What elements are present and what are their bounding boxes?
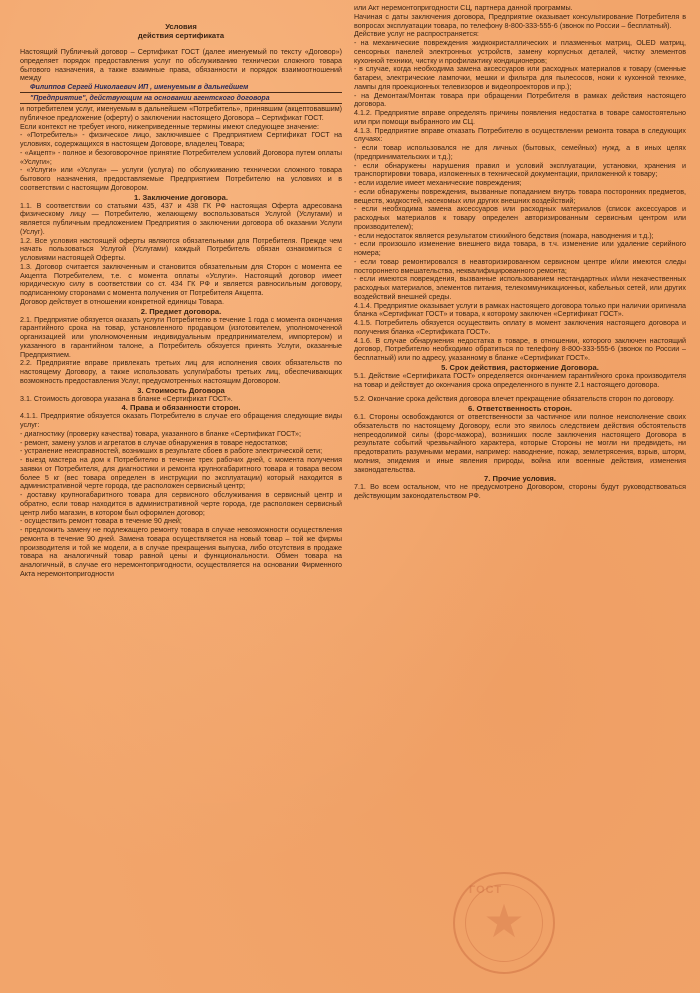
paragraph: - предложить замену не подлежащего ремонту товара в случае невозможности осуществления ремонта в течение 90 дней. Замена товара осуществляется на новый товар – той же фирмы производителя и той же модели, а в случае прекращения выпуска, либо отсутствия в продаже товара на аналогичный товар равной цены и функциональности. Обмен товара на аналогичный, в случае его неремонтопригодности, осуществляется на основании Фирменного Акта неремонтопригодности <box>20 526 342 578</box>
right-column <box>354 0 686 993</box>
left-column <box>20 0 342 993</box>
section-heading: 2. Предмет договора. <box>140 306 222 316</box>
document-title: Условия <box>165 22 197 31</box>
paragraph: - если обнаружены повреждения, вызванные попаданием внутрь товара посторонних предметов, веществ, жидкостей, насекомых или других внешних воздействий; <box>354 187 686 205</box>
paragraph: - диагностику (проверку качества) товара, указанного в бланке «Сертификат ГОСТ»; <box>20 429 301 438</box>
section-heading: 7. Прочие условия. <box>484 474 556 484</box>
section-heading: 6. Ответственность сторон. <box>468 404 572 413</box>
paragraph: 2.1. Предприятие обязуется оказать услуги Потребителю в течение 1 года с момента окончания гарантийного срока на товар, установленного продавцом (изготовителем, уполномоченной организацией или уполномоченным индивидуальным предпринимателем, импортером) и указанного в гарантийном талоне, а Потребитель обязуется принять Услуги, оказанные Предприятием. <box>20 315 342 359</box>
paragraph: - если обнаружены нарушения правил и условий эксплуатации, установки, хранения и транспортировки товара, изложенных в технической документации, приложенной к товару; <box>354 161 686 179</box>
paragraph: - если товар ремонтировался в неавторизированном сервисном центре и/или имеются следы постороннего вмешательства, неквалифицированного ремонта; <box>354 257 686 275</box>
paragraph: 1.3. Договор считается заключенным и становится обязательным для Сторон с момента ее Акцепта Потребителем, т.е. с момента оплаты «Услуги». Настоящий договор имеет юридическую силу в соответствии со ст. 434 ГК РФ и является равносильным договору, подписанному сторонами с момента получения от Потребителя Акцепта. <box>20 262 342 297</box>
paragraph: - доставку крупногабаритного товара для сервисного обслуживания в сервисный центр и обратно, если товар находится в административной черте города, где расположен сервисный центр либо магазин, в котором был оформлен договор; <box>20 491 342 517</box>
paragraph: - ремонт, замену узлов и агрегатов в случае обнаружения в товаре недостатков; <box>20 438 288 447</box>
paragraph: - в случае, когда необходима замена аксессуаров или расходных материалов к товару (сменные батареи, электрические лампочки, мешки и фильтра для пылесосов, ножи к кухонной технике, лампы для проекционных телевизоров и видеопроекторов и пр.); <box>354 65 686 91</box>
paragraph: 3.1. Стоимость договора указана в бланке «Сертификат ГОСТ». <box>20 394 233 403</box>
paragraph: Если контекст не требует иного, нижеприведенные термины имеют следующее значение: <box>20 122 319 131</box>
paragraph: 2.2. Предприятие вправе привлекать третьих лиц для исполнения своих обязательств по настоящему Договору, а также использовать услуги/работы третьих лиц, обеспечивающих возможность предоставления Услуг, предусмотренных настоящим Договором. <box>20 359 342 385</box>
paragraph: 1.1. В соответствии со статьями 435, 437 и 438 ГК РФ настоящая Оферта адресована физическому лицу — Потребителю, желающему воспользоваться Услугой (Услугами) и является публичным предложением Предприятия о заключении договора об оказании Услуги (Услуг). <box>20 201 342 236</box>
paragraph: - «Потребитель» - физическое лицо, заключившее с Предприятием Сертификат ГОСТ на условиях, содержащихся в настоящем Договоре, владелец Товара; <box>20 131 342 148</box>
paragraph: и потребителем услуг, именуемым в дальнейшем «Потребитель», принявшим (акцептовавшим) публичное предложение (оферту) о заключении настоящего Договора – Сертификат ГОСТ. <box>20 105 342 122</box>
section-heading: 5. Срок действия, расторжение Договора. <box>441 362 599 372</box>
paragraph: - выезд мастера на дом к Потребителю в течение трех рабочих дней, с момента получения заявки от Потребителя, для диагностики и ремонта крупногабаритного товара и товара весом более 5 кг (вес товара определен в инструкции по эксплуатации) который находится в административной черте города, где расположен сервисный центр; <box>20 456 342 491</box>
section-heading: 1. Заключение договора. <box>134 192 228 202</box>
star-seal-icon: ★ <box>483 895 525 947</box>
party-fill-field <box>20 83 342 93</box>
paragraph: 4.1.4. Предприятие оказывает услуги в рамках настоящего договора только при наличии оригинала бланка «Сертификат ГОСТ» и товара, к которому заключен «Сертификат ГОСТ». <box>354 301 686 319</box>
document-subtitle: действия сертификата <box>137 31 225 40</box>
paragraph: 5.2. Окончание срока действия договора влечет прекращение обязательств сторон по договору. <box>354 395 675 404</box>
paragraph: - если необходима замена аксессуаров или расходных материалов (список аксессуаров и расходных материалов к товару определен авторизированным сервисным центром или производителем); <box>354 205 686 231</box>
paragraph: - на механические повреждения жидкокристаллических и плазменных матриц, OLED матриц, сенсорных панелей электронных устройств, замену корпусных деталей, чистку элементов кухонной техники, чистку и профилактику кондиционеров; <box>354 39 686 65</box>
paragraph: - «Услуги» или «Услуга» — услуги (услуга) по обслуживанию технически сложного товара бытового назначения, предоставляемые Предприятием Потребителю на условиях и в соответствии с настоящим Договором. <box>20 166 342 192</box>
paragraph: Настоящий Публичный договор – Сертификат ГОСТ (далее именуемый по тексту «Договор») определяет порядок предоставления услуг по обслуживанию технически сложного товара бытового назначения, а также взаимные права, обязанности и порядок взаимоотношений между <box>20 48 342 83</box>
paragraph: - на Демонтаж/Монтаж товара при обращении Потребителя в рамках действия настоящего договора. <box>354 91 686 109</box>
paragraph: - «Акцепт» - полное и безоговорочное принятие Потребителем условий Договора путем оплаты «Услуги»; <box>20 148 342 166</box>
section-heading: 4. Права и обязанности сторон. <box>121 403 241 413</box>
paragraph: 6.1. Стороны освобождаются от ответственности за частичное или полное неисполнение своих обязательств по настоящему Договору, если это явилось следствием действия обстоятельств непреодолимой силы (форс-мажора), возникших после заключения настоящего Договора в результате событий чрезвычайного характера, которые Стороны не могли ни предвидеть, ни предотвратить разумными мерами, например: наводнение, пожар, землетрясения, взрыв, шторм, молния, эпидемия и иные явления природы, война или военные действия, изменения законодательства. <box>354 413 686 474</box>
paragraph: 5.1. Действие «Сертификата ГОСТ» определяется окончанием гарантийного срока производителя на товар и действует до окончания срока определенного в пункте 2.1 настоящего договора. <box>354 371 686 389</box>
paragraph: - если произошло изменение внешнего вида товара, в т.ч. изменение или удаление серийного номера; <box>354 240 686 257</box>
party-fill-field <box>20 94 342 104</box>
gost-seal-watermark <box>453 872 555 974</box>
paragraph: или Акт неремонтопригодности СЦ, партнера данной программы. <box>354 4 573 12</box>
paragraph: - устранение неисправностей, возникших в результате сбоев в работе электрической сети; <box>20 447 323 456</box>
paragraph: Договор действует в отношении конкретной единицы Товара. <box>20 297 225 306</box>
paragraph: 4.1.2. Предприятие вправе определять причины появления недостатка в товаре самостоятельно или при помощи выбранного им СЦ. <box>354 109 686 126</box>
filled-in-party-line: "Предприятие", действующим на основании агентского договора <box>20 94 342 104</box>
paragraph: - если имеются повреждения, вызванные использованием нестандартных и/или некачественных расходных материалов, элементов питания, телекоммуникационных, кабельных сетей, или других воздействий внешней среды. <box>354 275 686 301</box>
paragraph: 1.2. Все условия настоящей оферты являются обязательными для Потребителя. Прежде чем начать пользоваться Услугой (Услугами) каждый Потребитель обязан ознакомиться с условиями настоящей Оферты. <box>20 236 342 262</box>
paragraph: 4.1.3. Предприятие вправе отказать Потребителю в осуществлении ремонта товара в следующих случаях: <box>354 126 686 144</box>
paragraph: - если недостаток является результатом стихийного бедствия (пожара, наводнения и т.д.); <box>354 231 654 240</box>
paragraph: 7.1. Во всем остальном, что не предусмотрено Договором, стороны будут руководствоваться действующим законодательством РФ. <box>354 483 686 500</box>
paragraph: Начиная с даты заключения договора, Предприятие оказывает консультирование Потребителя в вопросах эксплуатации товара, по телефону 8-800-333-555-6 (звонок по России – бесплатный). <box>354 12 686 30</box>
paragraph: 4.1.6. В случае обнаружения недостатка в товаре, в отношении, которого заключен настоящий договор, Потребителю необходимо обратиться по телефону 8-800-333-555-6 (звонок по России – бесплатный) или по адресу, указанному в бланке «Сертификат ГОСТ». <box>354 336 686 362</box>
paragraph: Действие услуг не распространяется: <box>354 30 479 39</box>
paragraph: - если изделие имеет механические повреждения; <box>354 179 522 187</box>
seal-text: ГОСТ <box>469 884 503 896</box>
paragraph: - осуществить ремонт товара в течение 90 дней; <box>20 517 182 526</box>
section-heading: 3. Стоимость Договора <box>137 385 225 395</box>
paragraph: 4.1.1. Предприятие обязуется оказать Потребителю в случае его обращения следующие виды услуг: <box>20 412 342 429</box>
filled-in-party-line: Филиппов Сергей Николаевич ИП , именуемым в дальнейшем <box>20 83 342 93</box>
paragraph: 4.1.5. Потребитель обязуется осуществить оплату в момент заключения настоящего договора и получения бланка «Сертификата ГОСТ». <box>354 319 686 336</box>
paragraph: - если товар использовался не для личных (бытовых, семейных) нужд, а в иных целях (предпринимательских и т.д.); <box>354 144 686 161</box>
